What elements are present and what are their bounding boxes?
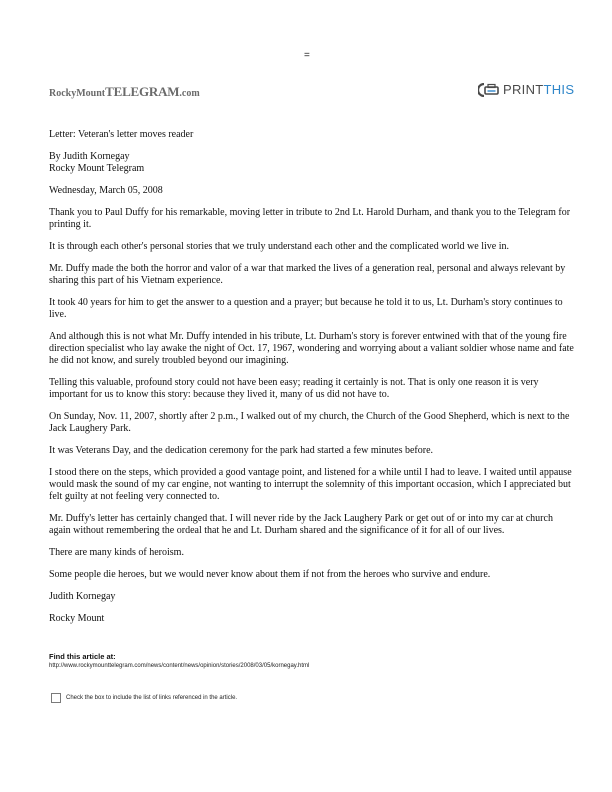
- site-logo: [49, 84, 200, 100]
- paragraph: Mr. Duffy made the both the horror and valor of a war that marked the lives of a generation real, personal and always relevant by sharing this part of his Vietnam experience.: [49, 263, 566, 286]
- printthis-this-text: THIS: [543, 82, 575, 97]
- logo-part-telegram: TELEGRAM: [105, 84, 180, 99]
- printer-icon: [478, 83, 500, 97]
- article-title: Letter: Veteran's letter moves reader: [49, 129, 194, 140]
- signature-location: Rocky Mount: [49, 613, 105, 624]
- paragraph: I stood there on the steps, which provided a good vantage point, and listened for a while until I had to leave. I waited until appause would mask the sound of my car engine, not wanting to interrupt the solemnity of this important occasion, which I appreciated but felt guilty at not feeling very connected to.: [49, 467, 572, 502]
- find-label: Find this article at:: [49, 652, 116, 661]
- logo-part-rockymount: RockyMount: [49, 88, 106, 99]
- paragraph: Telling this valuable, profound story could not have been easy; reading it certainly is not. That is only one reason it is very important for us to know this story: because they lived it, many of us did not have to.: [49, 377, 539, 400]
- paragraph: Thank you to Paul Duffy for his remarkable, moving letter in tribute to 2nd Lt. Harold Durham, and thank you to the Telegram for printing it.: [49, 207, 571, 230]
- signature-name: Judith Kornegay: [49, 591, 116, 602]
- paragraph: It was Veterans Day, and the dedication ceremony for the park had started a few minutes before.: [49, 445, 434, 456]
- printthis-print-text: PRINT: [503, 82, 544, 97]
- printthis-logo: [478, 82, 574, 97]
- find-article-section: [49, 652, 309, 671]
- article-url-link[interactable]: http://www.rockymounttelegram.com/news/content/news/opinion/stories/2008/03/05/kornegay.html: [49, 663, 310, 669]
- include-links-checkbox[interactable]: [51, 693, 61, 703]
- paragraph: It took 40 years for him to get the answer to a question and a prayer; but because he told it to us, Lt. Durham's story continues to live.: [49, 297, 563, 320]
- top-marker: =: [304, 50, 310, 61]
- article-body: [49, 129, 574, 635]
- paragraph: Mr. Duffy's letter has certainly changed that. I will never ride by the Jack Laughery Park or get out of or into my car at church again without remembering the ordeal that he and Lt. Durham shared and the significance of it for all of our lives.: [49, 513, 553, 536]
- article-date: Wednesday, March 05, 2008: [49, 185, 163, 196]
- paragraph: It is through each other's personal stories that we truly understand each other and the complicated world we live in.: [49, 241, 509, 252]
- logo-part-com: .com: [179, 88, 200, 99]
- paragraph: Some people die heroes, but we would never know about them if not from the heroes who survive and endure.: [49, 569, 491, 580]
- paragraph: And although this is not what Mr. Duffy intended in his tribute, Lt. Durham's story is forever entwined with that of the young fire direction specialist who lay awake the night of Oct. 17, 1967, wondering and worrying about a valiant soldier whose name and fate he did not know, and surely troubled beyond our imagining.: [49, 331, 574, 366]
- include-links-label: Check the box to include the list of links referenced in the article.: [66, 695, 238, 701]
- paragraph: There are many kinds of heroism.: [49, 547, 184, 558]
- include-links-row: [51, 693, 237, 703]
- paragraph: On Sunday, Nov. 11, 2007, shortly after 2 p.m., I walked out of my church, the Church of the Good Shepherd, which is next to the Jack Laughery Park.: [49, 411, 570, 434]
- publication: Rocky Mount Telegram: [49, 163, 145, 174]
- byline: By Judith Kornegay: [49, 151, 130, 162]
- byline-block: [49, 151, 574, 175]
